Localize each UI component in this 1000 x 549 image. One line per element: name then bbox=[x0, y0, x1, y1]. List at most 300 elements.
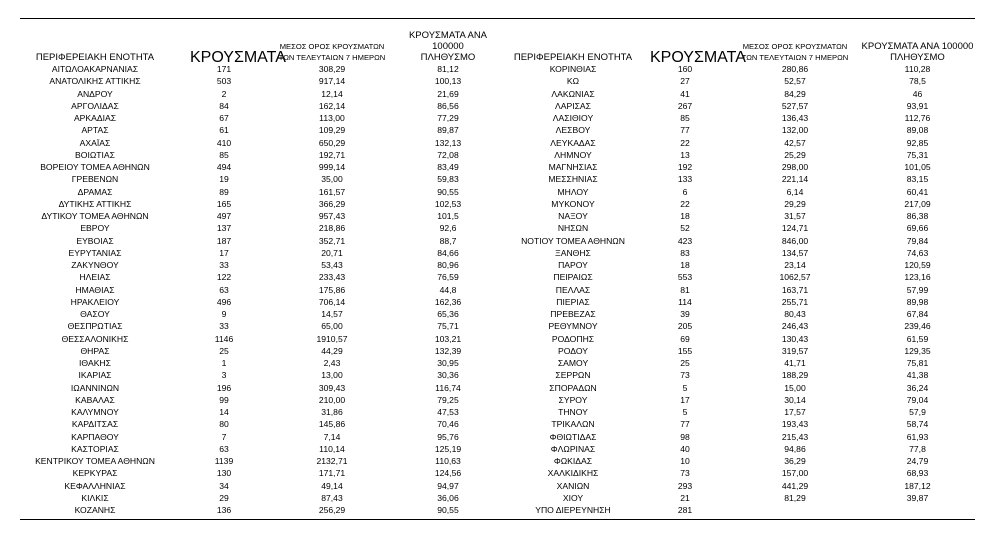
right-cases-cell: 160 bbox=[677, 64, 693, 74]
right-cases-cell: 98 bbox=[680, 431, 690, 442]
table-row bbox=[20, 186, 975, 198]
right-region-cell: ΠΕΛΛΑΣ bbox=[555, 284, 591, 295]
right-region-cell: ΞΑΝΘΗΣ bbox=[555, 247, 591, 258]
right-avg7-cell: 188,29 bbox=[781, 370, 809, 381]
right-region-cell: ΧΙΟΥ bbox=[562, 492, 584, 503]
right-region-cell: ΠΑΡΟΥ bbox=[558, 260, 588, 270]
left-avg7-cell: 650,29 bbox=[318, 137, 346, 148]
right-region-cell: ΣΑΜΟΥ bbox=[557, 358, 589, 368]
left-region-cell: ΘΕΣΠΡΩΤΙΑΣ bbox=[67, 321, 123, 332]
right-per100k-cell: 58,74 bbox=[906, 419, 929, 430]
right-region-cell: ΣΕΡΡΩΝ bbox=[555, 370, 591, 381]
right-per100k-cell: 93,91 bbox=[906, 100, 929, 111]
right-per100k-cell: 239,46 bbox=[904, 321, 931, 332]
header-avg7-right bbox=[730, 41, 860, 63]
left-avg7-cell: 999,14 bbox=[318, 162, 346, 172]
left-per100k-cell: 30,95 bbox=[437, 358, 459, 368]
right-avg7-cell: 319,57 bbox=[781, 345, 809, 356]
left-per100k-cell: 70,46 bbox=[437, 419, 459, 430]
right-avg7-cell: 17,57 bbox=[784, 407, 806, 417]
right-per100k-cell: 92,85 bbox=[906, 137, 929, 148]
left-avg7-cell: 366,29 bbox=[318, 198, 346, 209]
table-row bbox=[20, 247, 975, 259]
left-avg7-cell: 171,71 bbox=[318, 468, 346, 479]
right-avg7-cell: 255,71 bbox=[781, 296, 809, 307]
right-per100k-cell: 61,93 bbox=[906, 431, 929, 442]
right-cases-cell: 293 bbox=[677, 480, 693, 491]
left-cases-cell: 61 bbox=[219, 125, 229, 136]
left-avg7-cell: 31,86 bbox=[321, 407, 343, 417]
left-per100k-cell: 132,39 bbox=[434, 345, 462, 356]
left-cases-cell: 3 bbox=[221, 370, 227, 381]
left-region-cell: ΗΛΕΙΑΣ bbox=[79, 272, 111, 283]
right-per100k-cell: 89,08 bbox=[906, 125, 929, 136]
left-cases-cell: 7 bbox=[221, 431, 227, 442]
left-region-cell: ΒΟΙΩΤΙΑΣ bbox=[75, 149, 115, 160]
right-avg7-cell: 132,00 bbox=[781, 125, 809, 136]
right-cases-cell: 69 bbox=[680, 333, 690, 344]
left-region-cell: ΘΑΣΟΥ bbox=[80, 309, 110, 319]
right-per100k-cell: 57,9 bbox=[909, 407, 926, 417]
left-region-cell: ΑΝΔΡΟΥ bbox=[77, 88, 113, 99]
right-region-cell: ΧΑΝΙΩΝ bbox=[556, 480, 590, 491]
table-row bbox=[20, 333, 975, 345]
left-per100k-cell: 44,8 bbox=[439, 284, 457, 295]
right-region-cell: ΛΕΥΚΑΔΑΣ bbox=[550, 137, 596, 148]
left-per100k-cell: 88,7 bbox=[439, 235, 457, 246]
left-cases-cell: 196 bbox=[216, 382, 232, 393]
left-region-cell: ΔΡΑΜΑΣ bbox=[77, 186, 113, 197]
left-region-cell: ΚΕΝΤΡΙΚΟΥ ΤΟΜΕΑ ΑΘΗΝΩΝ bbox=[35, 456, 155, 466]
left-region-cell: ΕΥΡΥΤΑΝΙΑΣ bbox=[68, 247, 122, 258]
right-avg7-cell: 527,57 bbox=[781, 100, 809, 111]
header-per100k-line1: ΚΡΟΥΣΜΑΤΑ ΑΝΑ 100000 bbox=[408, 30, 488, 52]
right-avg7-cell: 42,57 bbox=[784, 137, 806, 148]
right-region-cell: ΤΗΝΟΥ bbox=[558, 407, 588, 417]
left-avg7-cell: 162,14 bbox=[318, 100, 346, 111]
table-row bbox=[20, 88, 975, 100]
right-per100k-cell: 75,81 bbox=[906, 358, 929, 368]
right-per100k-cell: 120,59 bbox=[904, 260, 931, 270]
table-row bbox=[20, 320, 975, 332]
right-per100k-cell: 86,38 bbox=[906, 211, 929, 221]
header-per100k-line1: ΚΡΟΥΣΜΑΤΑ ΑΝΑ 100000 bbox=[861, 41, 974, 52]
left-avg7-cell: 233,43 bbox=[318, 272, 346, 283]
left-cases-cell: 33 bbox=[219, 260, 229, 270]
left-cases-cell: 67 bbox=[219, 113, 229, 123]
table-row bbox=[20, 480, 975, 492]
left-avg7-cell: 13,00 bbox=[321, 370, 343, 381]
right-avg7-cell: 124,71 bbox=[781, 223, 809, 234]
table-row bbox=[20, 418, 975, 430]
left-per100k-cell: 116,74 bbox=[435, 382, 461, 393]
left-per100k-cell: 89,87 bbox=[437, 125, 459, 136]
right-region-cell: ΚΟΡΙΝΘΙΑΣ bbox=[549, 64, 597, 74]
left-region-cell: ΔΥΤΙΚΟΥ ΤΟΜΕΑ ΑΘΗΝΩΝ bbox=[41, 211, 149, 221]
left-avg7-cell: 917,14 bbox=[318, 76, 346, 87]
table-row bbox=[20, 137, 975, 149]
right-cases-cell: 85 bbox=[680, 113, 690, 123]
left-cases-cell: 497 bbox=[216, 211, 232, 221]
right-avg7-cell: 52,57 bbox=[784, 76, 806, 87]
left-avg7-cell: 12,14 bbox=[321, 88, 343, 99]
bottom-rule bbox=[20, 519, 975, 520]
right-cases-cell: 155 bbox=[677, 345, 693, 356]
header-cases-left: ΚΡΟΥΣΜΑΤΑ bbox=[190, 49, 286, 66]
right-cases-cell: 73 bbox=[680, 468, 690, 479]
right-cases-cell: 83 bbox=[680, 247, 690, 258]
left-cases-cell: 85 bbox=[219, 149, 229, 160]
right-avg7-cell: 31,57 bbox=[784, 211, 806, 221]
right-per100k-cell: 83,15 bbox=[906, 174, 929, 185]
right-cases-cell: 5 bbox=[682, 407, 688, 417]
left-cases-cell: 63 bbox=[219, 284, 229, 295]
left-region-cell: ΚΟΖΑΝΗΣ bbox=[74, 505, 116, 515]
right-region-cell: ΣΠΟΡΑΔΩΝ bbox=[549, 382, 597, 393]
left-per100k-cell: 77,29 bbox=[437, 113, 459, 123]
right-avg7-cell: 441,29 bbox=[781, 480, 809, 491]
header-region-left: ΠΕΡΙΦΕΡΕΙΑΚΗ ΕΝΟΤΗΤΑ bbox=[35, 52, 155, 63]
table-row bbox=[20, 235, 975, 247]
left-per100k-cell: 102,53 bbox=[434, 198, 462, 209]
left-region-cell: ΘΕΣΣΑΛΟΝΙΚΗΣ bbox=[61, 333, 129, 344]
right-cases-cell: 52 bbox=[680, 223, 690, 234]
right-region-cell: ΜΥΚΟΝΟΥ bbox=[551, 198, 595, 209]
left-per100k-cell: 162,36 bbox=[434, 296, 462, 307]
right-avg7-cell: 1062,57 bbox=[779, 272, 811, 283]
left-avg7-cell: 218,86 bbox=[318, 223, 346, 234]
left-region-cell: ΚΙΛΚΙΣ bbox=[81, 492, 109, 503]
table-row bbox=[20, 222, 975, 234]
right-per100k-cell: 67,84 bbox=[906, 309, 929, 319]
left-avg7-cell: 65,00 bbox=[321, 321, 343, 332]
right-region-cell: ΦΩΚΙΔΑΣ bbox=[553, 456, 593, 466]
left-region-cell: ΕΥΒΟΙΑΣ bbox=[76, 235, 114, 246]
right-region-cell: ΛΑΣΙΘΙΟΥ bbox=[552, 113, 594, 123]
left-cases-cell: 2 bbox=[221, 88, 227, 99]
right-region-cell: ΜΕΣΣΗΝΙΑΣ bbox=[548, 174, 598, 185]
right-avg7-cell: 84,29 bbox=[784, 88, 806, 99]
left-region-cell: ΕΒΡΟΥ bbox=[80, 223, 110, 234]
table-row bbox=[20, 296, 975, 308]
left-cases-cell: 503 bbox=[216, 76, 232, 87]
right-cases-cell: 6 bbox=[682, 186, 688, 197]
left-cases-cell: 187 bbox=[216, 235, 232, 246]
table-row bbox=[20, 173, 975, 185]
left-per100k-cell: 94,97 bbox=[437, 480, 459, 491]
table-row bbox=[20, 210, 975, 222]
right-region-cell: ΧΑΛΚΙΔΙΚΗΣ bbox=[547, 468, 599, 479]
right-per100k-cell: 61,59 bbox=[906, 333, 929, 344]
left-cases-cell: 410 bbox=[216, 137, 232, 148]
right-per100k-cell: 129,35 bbox=[904, 345, 931, 356]
right-avg7-cell: 163,71 bbox=[781, 284, 809, 295]
left-avg7-cell: 256,29 bbox=[318, 505, 346, 515]
left-cases-cell: 33 bbox=[219, 321, 229, 332]
table-row bbox=[20, 369, 975, 381]
left-region-cell: ΚΕΦΑΛΛΗΝΙΑΣ bbox=[64, 480, 126, 491]
right-cases-cell: 77 bbox=[680, 419, 690, 430]
left-avg7-cell: 2,43 bbox=[323, 358, 341, 368]
right-per100k-cell: 24,79 bbox=[906, 456, 929, 466]
left-avg7-cell: 110,14 bbox=[319, 443, 345, 454]
left-avg7-cell: 7,14 bbox=[323, 431, 341, 442]
left-cases-cell: 19 bbox=[219, 174, 229, 185]
right-cases-cell: 81 bbox=[680, 284, 690, 295]
left-avg7-cell: 706,14 bbox=[318, 296, 346, 307]
left-per100k-cell: 84,66 bbox=[437, 247, 459, 258]
right-region-cell: ΥΠΟ ΔΙΕΡΕΥΝΗΣΗ bbox=[535, 505, 611, 515]
right-cases-cell: 41 bbox=[680, 88, 690, 99]
right-per100k-cell: 39,87 bbox=[906, 492, 929, 503]
header-cases-right: ΚΡΟΥΣΜΑΤΑ bbox=[650, 49, 746, 66]
table-row bbox=[20, 455, 975, 467]
left-region-cell: ΚΑΡΔΙΤΣΑΣ bbox=[71, 419, 119, 430]
table-row bbox=[20, 357, 975, 369]
right-avg7-cell: 215,43 bbox=[781, 431, 809, 442]
left-region-cell: ΗΜΑΘΙΑΣ bbox=[75, 284, 115, 295]
left-cases-cell: 122 bbox=[216, 272, 232, 283]
right-cases-cell: 267 bbox=[677, 100, 693, 111]
table-row bbox=[20, 406, 975, 418]
left-per100k-cell: 92,6 bbox=[439, 223, 457, 234]
left-cases-cell: 171 bbox=[216, 64, 232, 74]
left-per100k-cell: 86,56 bbox=[437, 100, 459, 111]
left-region-cell: ΔΥΤΙΚΗΣ ΑΤΤΙΚΗΣ bbox=[58, 198, 132, 209]
right-cases-cell: 192 bbox=[677, 162, 693, 172]
right-per100k-cell: 60,41 bbox=[906, 186, 929, 197]
right-region-cell: ΤΡΙΚΑΛΩΝ bbox=[551, 419, 595, 430]
right-avg7-cell: 81,29 bbox=[784, 492, 806, 503]
left-cases-cell: 1139 bbox=[214, 456, 234, 466]
left-cases-cell: 496 bbox=[216, 296, 232, 307]
right-avg7-cell: 157,00 bbox=[781, 468, 809, 479]
right-cases-cell: 27 bbox=[680, 76, 690, 87]
left-cases-cell: 89 bbox=[219, 186, 229, 197]
table-row bbox=[20, 345, 975, 357]
right-region-cell: ΛΗΜΝΟΥ bbox=[554, 149, 592, 160]
right-cases-cell: 553 bbox=[677, 272, 693, 283]
left-region-cell: ΖΑΚΥΝΘΟΥ bbox=[71, 260, 119, 270]
right-avg7-cell: 15,00 bbox=[784, 382, 806, 393]
header-avg7-line1: ΜΕΣΟΣ ΟΡΟΣ ΚΡΟΥΣΜΑΤΩΝ bbox=[742, 42, 848, 51]
right-avg7-cell: 25,29 bbox=[784, 149, 806, 160]
left-avg7-cell: 210,00 bbox=[318, 394, 346, 405]
right-cases-cell: 114 bbox=[678, 296, 692, 307]
left-cases-cell: 130 bbox=[216, 468, 232, 479]
right-per100k-cell: 41,38 bbox=[906, 370, 929, 381]
left-avg7-cell: 352,71 bbox=[318, 235, 346, 246]
left-region-cell: ΚΑΒΑΛΑΣ bbox=[75, 394, 115, 405]
left-cases-cell: 165 bbox=[216, 198, 232, 209]
left-per100k-cell: 30,36 bbox=[437, 370, 459, 381]
table-row bbox=[20, 259, 975, 271]
right-cases-cell: 133 bbox=[677, 174, 693, 185]
right-per100k-cell: 110,28 bbox=[904, 64, 931, 74]
table-row bbox=[20, 75, 975, 87]
right-per100k-cell: 217,09 bbox=[904, 198, 931, 209]
left-region-cell: ΑΧΑΪΑΣ bbox=[79, 137, 111, 148]
right-avg7-cell: 30,14 bbox=[784, 394, 806, 405]
left-per100k-cell: 90,55 bbox=[437, 505, 459, 515]
left-per100k-cell: 65,36 bbox=[437, 309, 459, 319]
left-per100k-cell: 125,19 bbox=[434, 443, 462, 454]
right-per100k-cell: 77,8 bbox=[909, 443, 926, 454]
left-per100k-cell: 124,56 bbox=[434, 468, 462, 479]
header-region-right: ΠΕΡΙΦΕΡΕΙΑΚΗ ΕΝΟΤΗΤΑ bbox=[513, 52, 633, 63]
right-region-cell: ΦΘΙΩΤΙΔΑΣ bbox=[549, 431, 597, 442]
left-avg7-cell: 44,29 bbox=[321, 345, 343, 356]
left-avg7-cell: 2132,71 bbox=[316, 456, 348, 466]
right-avg7-cell: 29,29 bbox=[784, 198, 806, 209]
left-per100k-cell: 132,13 bbox=[434, 137, 462, 148]
left-region-cell: ΙΩΑΝΝΙΝΩΝ bbox=[70, 382, 120, 393]
left-region-cell: ΗΡΑΚΛΕΙΟΥ bbox=[70, 296, 120, 307]
header-avg7-line2: ΤΩΝ ΤΕΛΕΥΤΑΙΩΝ 7 ΗΜΕΡΩΝ bbox=[278, 53, 386, 62]
header-avg7-left bbox=[278, 41, 386, 63]
left-avg7-cell: 87,43 bbox=[321, 492, 343, 503]
right-region-cell: ΜΗΛΟΥ bbox=[557, 186, 589, 197]
left-per100k-cell: 59,83 bbox=[437, 174, 459, 185]
right-cases-cell: 25 bbox=[680, 358, 690, 368]
right-cases-cell: 39 bbox=[680, 309, 690, 319]
table-row bbox=[20, 467, 975, 479]
left-region-cell: ΚΑΛΥΜΝΟΥ bbox=[71, 407, 119, 417]
right-per100k-cell: 123,16 bbox=[904, 272, 931, 283]
right-avg7-cell: 221,14 bbox=[781, 174, 809, 185]
table-row bbox=[20, 443, 975, 455]
header-per100k-line2: ΠΛΗΘΥΣΜΟ bbox=[890, 52, 945, 63]
left-per100k-cell: 90,55 bbox=[437, 186, 459, 197]
left-avg7-cell: 113,00 bbox=[319, 113, 345, 123]
header-per100k-line2: ΠΛΗΘΥΣΜΟ bbox=[420, 52, 476, 63]
right-region-cell: ΛΕΣΒΟΥ bbox=[555, 125, 591, 136]
left-per100k-cell: 81,12 bbox=[437, 64, 459, 74]
left-per100k-cell: 76,59 bbox=[437, 272, 459, 283]
left-per100k-cell: 47,53 bbox=[437, 407, 459, 417]
right-avg7-cell: 41,71 bbox=[784, 358, 806, 368]
right-cases-cell: 18 bbox=[680, 260, 690, 270]
table-row bbox=[20, 63, 975, 75]
right-cases-cell: 40 bbox=[680, 443, 690, 454]
right-region-cell: ΠΡΕΒΕΖΑΣ bbox=[550, 309, 596, 319]
left-avg7-cell: 192,71 bbox=[318, 149, 346, 160]
right-per100k-cell: 75,31 bbox=[906, 149, 929, 160]
table-row bbox=[20, 284, 975, 296]
right-avg7-cell: 298,00 bbox=[781, 162, 809, 172]
right-avg7-cell: 136,43 bbox=[781, 113, 809, 123]
right-avg7-cell: 36,29 bbox=[784, 456, 806, 466]
right-per100k-cell: 46 bbox=[912, 88, 923, 99]
right-region-cell: ΛΑΡΙΣΑΣ bbox=[555, 100, 591, 111]
right-region-cell: ΝΗΣΩΝ bbox=[557, 223, 589, 234]
left-region-cell: ΙΚΑΡΙΑΣ bbox=[78, 370, 112, 381]
left-region-cell: ΚΑΡΠΑΘΟΥ bbox=[71, 431, 119, 442]
left-region-cell: ΙΘΑΚΗΣ bbox=[79, 358, 111, 368]
right-cases-cell: 73 bbox=[680, 370, 690, 381]
left-avg7-cell: 309,43 bbox=[318, 382, 346, 393]
table-row bbox=[20, 100, 975, 112]
right-per100k-cell: 78,5 bbox=[909, 76, 926, 87]
right-cases-cell: 22 bbox=[680, 137, 690, 148]
right-cases-cell: 22 bbox=[680, 198, 690, 209]
right-cases-cell: 5 bbox=[682, 382, 688, 393]
left-avg7-cell: 1910,57 bbox=[316, 333, 348, 344]
left-avg7-cell: 35,00 bbox=[321, 174, 343, 185]
left-cases-cell: 25 bbox=[219, 345, 229, 356]
right-avg7-cell: 846,00 bbox=[781, 235, 809, 246]
left-region-cell: ΑΡΓΟΛΙΔΑΣ bbox=[71, 100, 119, 111]
table-row bbox=[20, 308, 975, 320]
header-avg7-line2: ΤΩΝ ΤΕΛΕΥΤΑΙΩΝ 7 ΗΜΕΡΩΝ bbox=[741, 53, 849, 62]
left-per100k-cell: 21,69 bbox=[437, 88, 459, 99]
left-region-cell: ΓΡΕΒΕΝΩΝ bbox=[71, 174, 119, 185]
top-rule bbox=[20, 18, 975, 19]
table-row bbox=[20, 394, 975, 406]
left-cases-cell: 494 bbox=[216, 162, 232, 172]
right-per100k-cell: 79,84 bbox=[906, 235, 929, 246]
table-row bbox=[20, 431, 975, 443]
left-avg7-cell: 308,29 bbox=[318, 64, 346, 74]
left-region-cell: ΘΗΡΑΣ bbox=[80, 345, 110, 356]
left-per100k-cell: 101,5 bbox=[437, 211, 459, 221]
left-region-cell: ΑΡΚΑΔΙΑΣ bbox=[73, 113, 117, 123]
right-per100k-cell: 36,24 bbox=[906, 382, 929, 393]
right-avg7-cell: 80,43 bbox=[784, 309, 806, 319]
right-region-cell: ΦΛΩΡΙΝΑΣ bbox=[550, 443, 596, 454]
table-row bbox=[20, 492, 975, 504]
right-per100k-cell: 112,76 bbox=[904, 113, 931, 123]
right-avg7-cell: 246,43 bbox=[781, 321, 809, 332]
right-cases-cell: 423 bbox=[677, 235, 693, 246]
table-row bbox=[20, 271, 975, 283]
left-per100k-cell: 72,08 bbox=[437, 149, 459, 160]
right-region-cell: ΠΙΕΡΙΑΣ bbox=[556, 296, 590, 307]
right-per100k-cell: 187,12 bbox=[904, 480, 931, 491]
right-region-cell: ΡΟΔΟΠΗΣ bbox=[551, 333, 595, 344]
right-avg7-cell: 94,86 bbox=[784, 443, 806, 454]
right-region-cell: ΡΟΔΟΥ bbox=[558, 345, 588, 356]
right-cases-cell: 17 bbox=[680, 394, 690, 405]
right-cases-cell: 13 bbox=[680, 149, 690, 160]
right-per100k-cell: 68,93 bbox=[906, 468, 929, 479]
right-cases-cell: 10 bbox=[680, 456, 690, 466]
left-cases-cell: 136 bbox=[216, 505, 232, 515]
right-cases-cell: 205 bbox=[677, 321, 693, 332]
right-cases-cell: 18 bbox=[680, 211, 690, 221]
table-header bbox=[20, 30, 975, 66]
right-region-cell: ΛΑΚΩΝΙΑΣ bbox=[551, 88, 595, 99]
right-avg7-cell: 23,14 bbox=[784, 260, 806, 270]
left-per100k-cell: 36,06 bbox=[437, 492, 459, 503]
table-row bbox=[20, 161, 975, 173]
right-cases-cell: 77 bbox=[680, 125, 690, 136]
left-avg7-cell: 957,43 bbox=[318, 211, 346, 221]
left-cases-cell: 99 bbox=[219, 394, 229, 405]
right-region-cell: ΡΕΘΥΜΝΟΥ bbox=[548, 321, 598, 332]
left-cases-cell: 17 bbox=[219, 247, 229, 258]
left-cases-cell: 84 bbox=[219, 100, 229, 111]
right-per100k-cell: 57,99 bbox=[906, 284, 929, 295]
right-avg7-cell: 6,14 bbox=[786, 186, 804, 197]
right-region-cell: ΠΕΙΡΑΙΩΣ bbox=[553, 272, 593, 283]
left-avg7-cell: 109,29 bbox=[318, 125, 346, 136]
right-per100k-cell: 89,98 bbox=[906, 296, 929, 307]
left-cases-cell: 29 bbox=[219, 492, 229, 503]
left-cases-cell: 9 bbox=[221, 309, 227, 319]
right-avg7-cell: 130,43 bbox=[781, 333, 809, 344]
right-per100k-cell: 74,63 bbox=[906, 247, 929, 258]
